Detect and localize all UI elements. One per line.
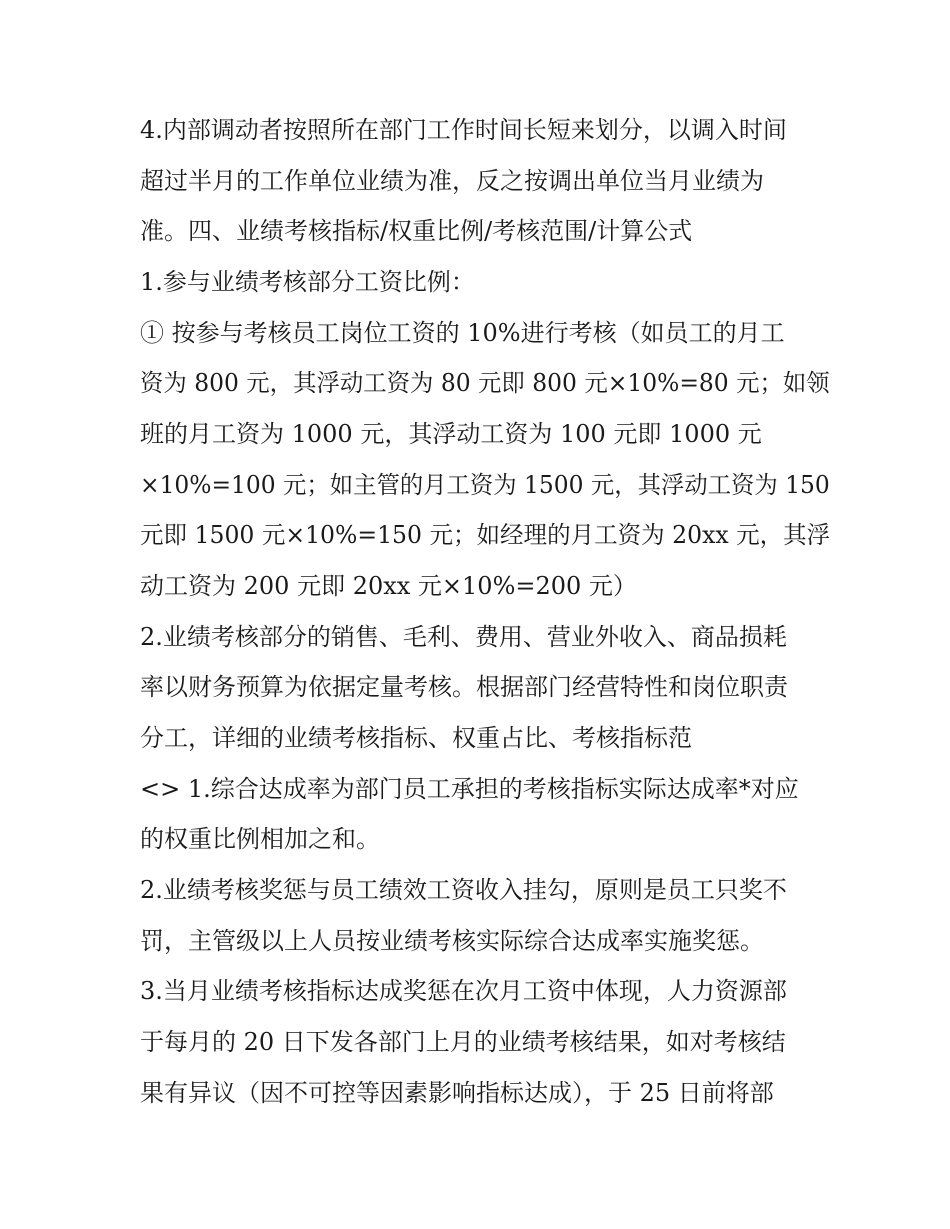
text-line: 果有异议（因不可控等因素影响指标达成），于 25 日前将部 bbox=[140, 1079, 774, 1107]
text-line: ×10%=100 元；如主管的月工资为 1500 元，其浮动工资为 150 bbox=[140, 471, 830, 499]
text-line: 1.参与业绩考核部分工资比例： bbox=[140, 268, 475, 296]
text-line: 2.业绩考核奖惩与员工绩效工资收入挂勾，原则是员工只奖不 bbox=[140, 876, 787, 904]
text-line: 的权重比例相加之和。 bbox=[140, 825, 380, 853]
text-line: 于每月的 20 日下发各部门上月的业绩考核结果，如对考核结 bbox=[140, 1028, 786, 1056]
text-line: 4.内部调动者按照所在部门工作时间长短来划分，以调入时间 bbox=[140, 116, 787, 144]
text-line: 元即 1500 元×10%=150 元；如经理的月工资为 20xx 元，其浮 bbox=[140, 521, 831, 549]
text-line: 罚，主管级以上人员按业绩考核实际综合达成率实施奖惩。 bbox=[140, 927, 764, 955]
text-line: 分工，详细的业绩考核指标、权重占比、考核指标范 bbox=[140, 724, 692, 752]
text-line: 动工资为 200 元即 20xx 元×10%=200 元） bbox=[140, 572, 637, 600]
text-line: <> 1.综合达成率为部门员工承担的考核指标实际达成率*对应 bbox=[140, 775, 799, 803]
text-line: 准。四、业绩考核指标/权重比例/考核范围/计算公式 bbox=[140, 217, 693, 245]
text-line: 3.当月业绩考核指标达成奖惩在次月工资中体现，人力资源部 bbox=[140, 977, 787, 1005]
text-line: 班的月工资为 1000 元，其浮动工资为 100 元即 1000 元 bbox=[140, 420, 762, 448]
text-line: 超过半月的工作单位业绩为准，反之按调出单位当月业绩为 bbox=[140, 167, 764, 195]
text-line: 率以财务预算为依据定量考核。根据部门经营特性和岗位职责 bbox=[140, 673, 788, 701]
text-line: ① 按参与考核员工岗位工资的 10%进行考核（如员工的月工 bbox=[140, 319, 785, 347]
text-line: 2.业绩考核部分的销售、毛利、费用、营业外收入、商品损耗 bbox=[140, 623, 787, 651]
text-line: 资为 800 元，其浮动工资为 80 元即 800 元×10%=80 元；如领 bbox=[140, 369, 830, 397]
